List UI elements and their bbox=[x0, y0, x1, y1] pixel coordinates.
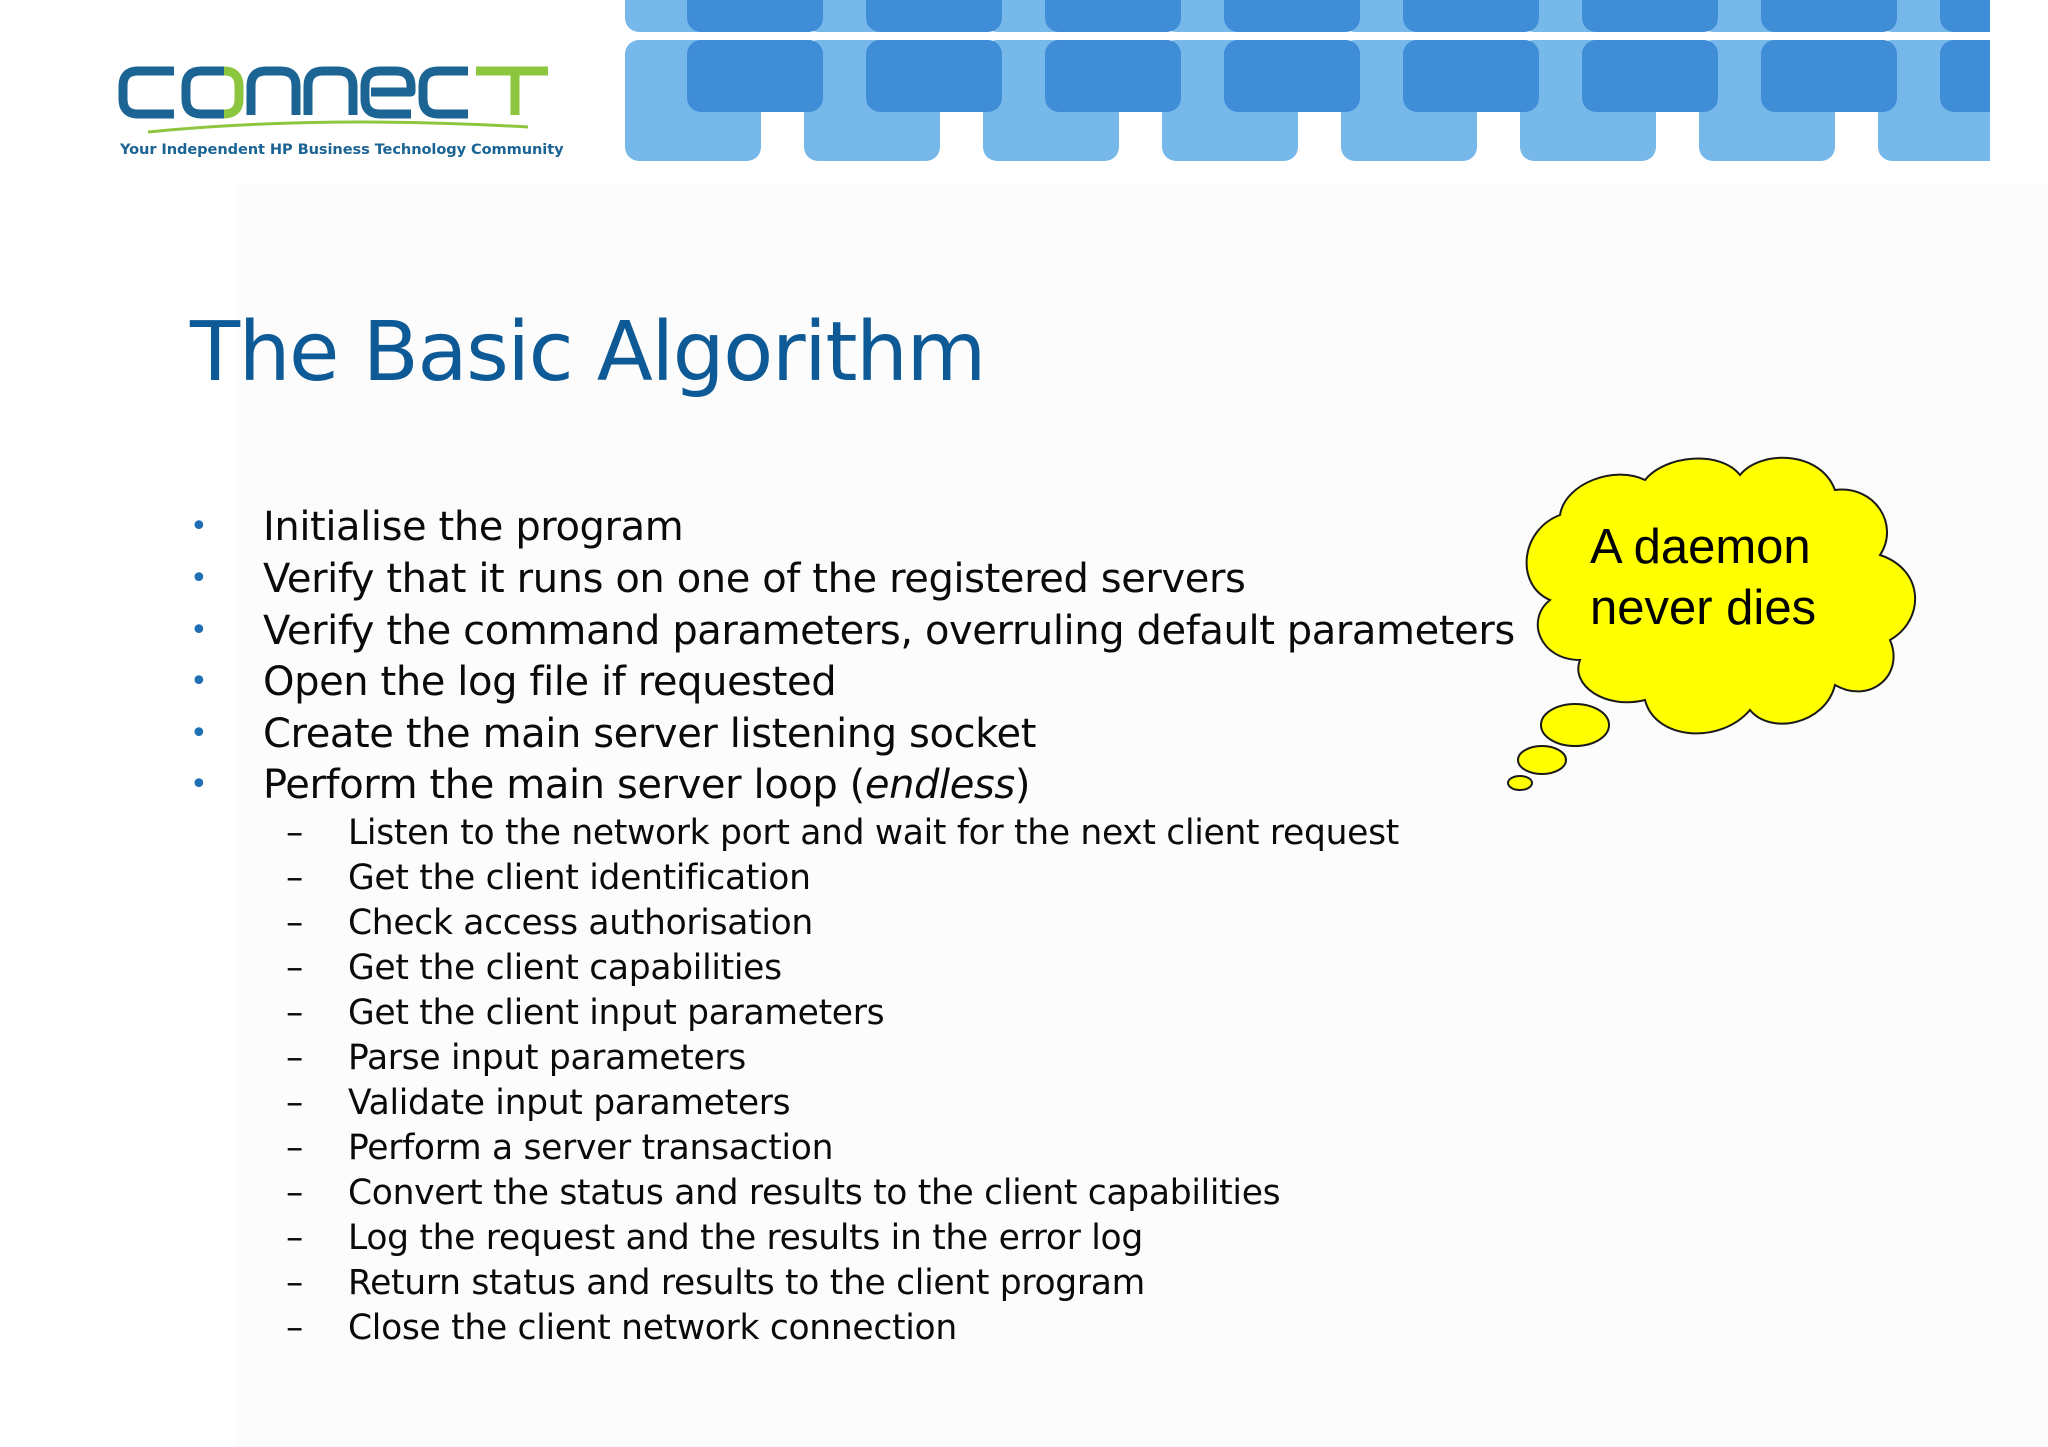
dash-marker: – bbox=[286, 1173, 303, 1213]
sub-bullet-text: Check access authorisation bbox=[348, 903, 813, 943]
bullet-text-part: Perform the main server loop ( bbox=[263, 762, 865, 808]
sub-bullet-text: Get the client capabilities bbox=[348, 948, 782, 988]
thought-cloud-callout bbox=[1485, 445, 1930, 795]
sub-bullet-text: Convert the status and results to the client capabilities bbox=[348, 1173, 1281, 1213]
dash-marker: – bbox=[286, 1083, 303, 1123]
bullet-text-part: ) bbox=[1014, 762, 1031, 808]
bullet-dot-icon: • bbox=[190, 664, 208, 699]
sub-bullet-text: Return status and results to the client program bbox=[348, 1263, 1145, 1303]
bullet-dot-icon: • bbox=[190, 509, 208, 544]
sub-bullet-text: Get the client identification bbox=[348, 858, 811, 898]
sub-bullet-text: Get the client input parameters bbox=[348, 993, 885, 1033]
dash-marker: – bbox=[286, 993, 303, 1033]
dash-marker: – bbox=[286, 1128, 303, 1168]
endless-emphasis: endless bbox=[864, 762, 1015, 808]
callout-text bbox=[1590, 517, 1817, 639]
sub-bullet-text: Perform a server transaction bbox=[348, 1128, 834, 1168]
bullet-dot-icon: • bbox=[190, 561, 208, 596]
bullet-dot-icon: • bbox=[190, 613, 208, 648]
bullet-text: Verify that it runs on one of the registered servers bbox=[263, 556, 1246, 602]
bullet-text: Open the log file if requested bbox=[263, 659, 837, 705]
dash-marker: – bbox=[286, 813, 303, 853]
callout-line-1: A daemon bbox=[1590, 520, 1811, 574]
callout-line-2: never dies bbox=[1590, 581, 1817, 635]
bullet-text: Create the main server listening socket bbox=[263, 711, 1036, 757]
logo-tagline: Your Independent HP Business Technology Community bbox=[120, 141, 564, 158]
header-tile-pattern bbox=[620, 0, 1990, 165]
dash-marker: – bbox=[286, 1308, 303, 1348]
connect-logo bbox=[118, 55, 564, 170]
connect-wordmark bbox=[118, 55, 558, 140]
bullet-dot-icon: • bbox=[190, 767, 208, 802]
bullet-dot-icon: • bbox=[190, 716, 208, 751]
bullet-text bbox=[263, 762, 1031, 808]
dash-marker: – bbox=[286, 1038, 303, 1078]
slide-title: The Basic Algorithm bbox=[190, 305, 985, 400]
dash-marker: – bbox=[286, 903, 303, 943]
bullet-text: Initialise the program bbox=[263, 504, 684, 550]
sub-bullet-text: Close the client network connection bbox=[348, 1308, 957, 1348]
sub-bullet-text: Log the request and the results in the error log bbox=[348, 1218, 1143, 1258]
dash-marker: – bbox=[286, 948, 303, 988]
dash-marker: – bbox=[286, 1263, 303, 1303]
sub-bullet-text: Validate input parameters bbox=[348, 1083, 791, 1123]
bullet-text: Verify the command parameters, overruling default parameters bbox=[263, 608, 1515, 654]
dash-marker: – bbox=[286, 1218, 303, 1258]
dash-marker: – bbox=[286, 858, 303, 898]
sub-bullet-text: Parse input parameters bbox=[348, 1038, 746, 1078]
sub-bullet-text: Listen to the network port and wait for the next client request bbox=[348, 813, 1399, 853]
